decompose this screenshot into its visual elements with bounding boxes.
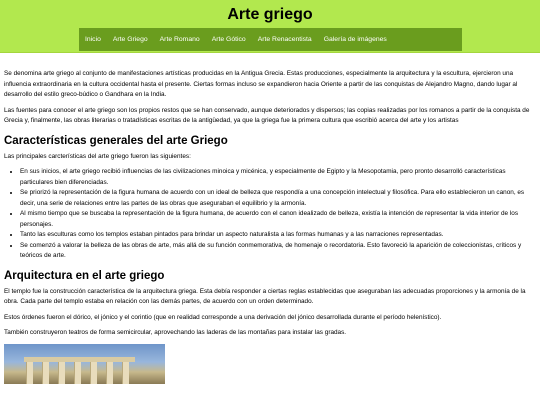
sources-paragraph: Las fuentes para conocer el arte griego son los propios restos que se han conservado, aunque deteriorados y dispersos; las copias realizadas por los romanos a partir de la conquista de Grecia y, finalmente, las obras literarias o tratadísticas escritas de la antigüedad, ya que la griega fue la primera cultura que escribió acerca del arte y los artistas: [4, 106, 530, 124]
theaters-paragraph: También construyeron teatros de forma semicircular, aprovechando las laderas de las montañas para instalar las gradas.: [4, 329, 347, 336]
characteristics-list: [4, 167, 536, 262]
section-heading-arquitectura: Arquitectura en el arte griego: [4, 269, 165, 282]
list-item: • Tanto las esculturas como los templos estaban pintados para brindar un aspecto naturalista a las formas humanas y a las narraciones representadas.: [20, 230, 536, 241]
list-item: • Se priorizó la representación de la figura humana de acuerdo con un ideal de belleza que respondía a una concepción intelectual y filosófica. Para ello establecieron un canon, es decir, una serie de relaciones entre las partes de las obras que aseguraban el equilibrio y la armonía.: [20, 188, 536, 209]
page-title: Arte griego: [227, 6, 313, 23]
main-nav: [79, 28, 462, 51]
temple-column: [26, 362, 33, 384]
nav-link-inicio[interactable]: Inicio: [85, 36, 101, 43]
section-lead: Las principales carcterísticas del arte griego fueron las siguientes:: [4, 152, 191, 160]
nav-link-arte-romano[interactable]: Arte Romano: [159, 36, 200, 43]
site-header: [0, 0, 540, 53]
architecture-paragraph: El templo fue la construcción característica de la arquitectura griega. Esta debía responder a ciertas reglas establecidas que aseguraban las adecuadas proporciones y la armonía de la obra. Cada parte del templo estaba en relación con las demás partes, de acuerdo con un orden determinado.: [4, 287, 526, 305]
list-item: • Se comenzó a valorar la belleza de las obras de arte, más allá de su función conmemorativa, de homenaje o recordatoria. Esto favoreció la aparición de coleccionistas, críticos y teóricos de arte.: [20, 241, 536, 262]
orders-paragraph: Estos órdenes fueron el dórico, el jónico y el corintio (que en realidad corresponde a una derivación del jónico desarrollada durante el período helenístico).: [4, 313, 442, 321]
temple-column: [74, 362, 81, 384]
nav-link-arte-gotico[interactable]: Arte Gótico: [211, 36, 246, 43]
main-content: [0, 69, 540, 384]
section-heading-caracteristicas: Características generales del arte Griego: [4, 134, 228, 147]
temple-column: [90, 362, 97, 384]
intro-paragraph: Se denomina arte griego al conjunto de manifestaciones artísticas producidas en la Antigua Grecia. Estas producciones, especialmente la arquitectura y la escultura, ejercieron una influencia extraordinaria en la cultura occidental hasta el presente. Ciertas formas incluso se expandieron hacia Oriente a partir de las conquistas de Alejandro Magno, dando lugar al desarrollo del estilo greco-búdico o Gandhara en la India.: [4, 70, 518, 98]
temple-column: [58, 362, 65, 384]
temple-column: [122, 362, 129, 384]
temple-photo: [4, 344, 165, 384]
temple-column: [42, 362, 49, 384]
nav-link-arte-renacentista[interactable]: Arte Renacentista: [257, 36, 312, 43]
nav-link-galeria[interactable]: Galería de imágenes: [323, 36, 387, 43]
list-item: • En sus inicios, el arte griego recibió influencias de las civilizaciones minoica y micénica, y especialmente de Egipto y la Mesopotamia, pero pronto desarrolló características particulares bien diferenciadas.: [20, 167, 536, 188]
temple-column: [106, 362, 113, 384]
nav-link-arte-griego[interactable]: Arte Griego: [112, 36, 148, 43]
list-item: • Al mismo tiempo que se buscaba la representación de la figura humana, de acuerdo con el canon idealizado de belleza, existía la intención de representar la vida interior de los personajes.: [20, 209, 536, 230]
